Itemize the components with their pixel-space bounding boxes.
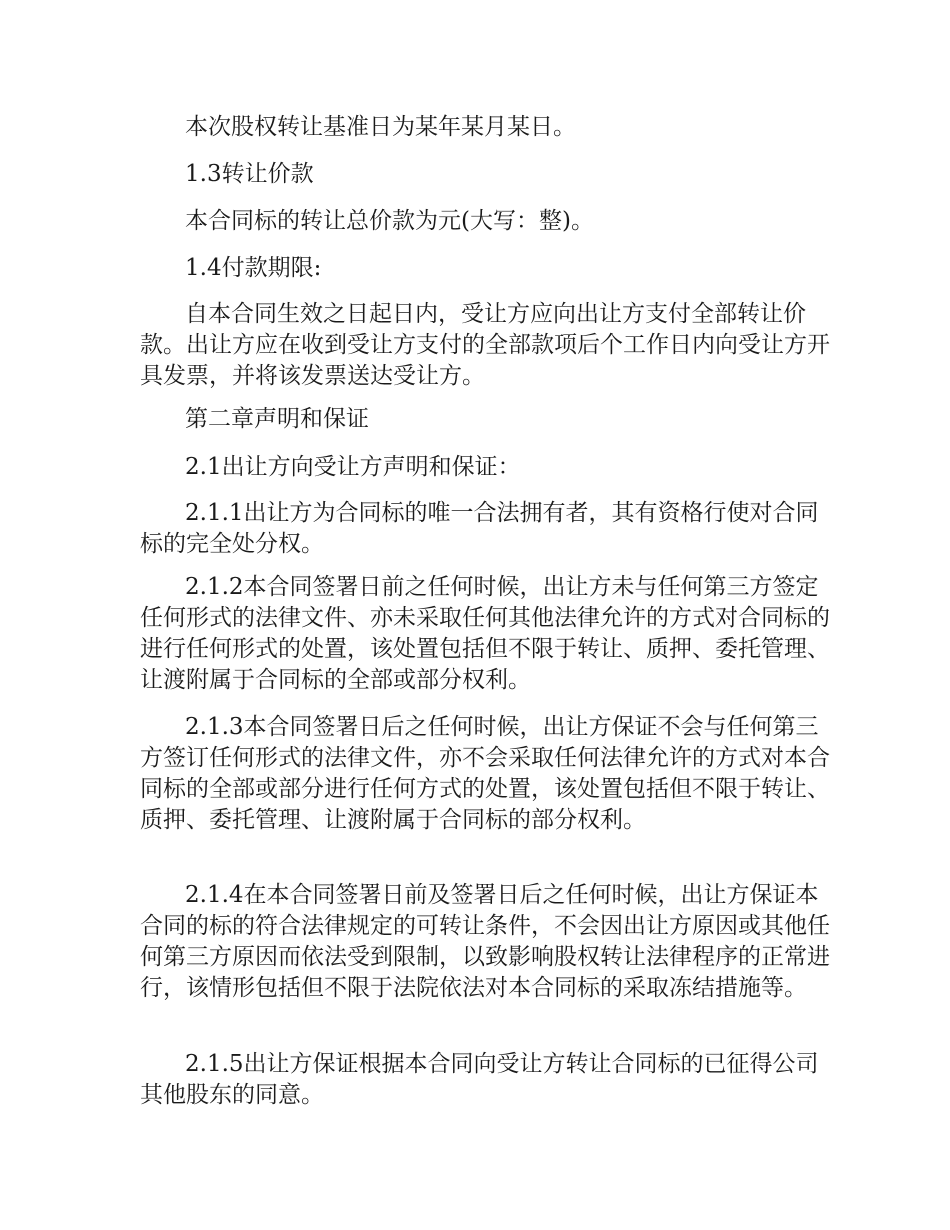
paragraph-total-price: 本合同标的转让总价款为元(大写：整)。 — [185, 208, 594, 234]
paragraph-clause-2-1-4: 2.1.4在本合同签署日前及签署日后之任何时候，出让方保证本合同的标的符合法律规定的可转让条件，不会因出让方原因或其他任何第三方原因而依法受到限制，以致影响股权转让法律程序的正常进行，该情形包括但不限于法院依法对本合同标的采取冻结措施等。 — [140, 882, 830, 1001]
paragraph-clause-2-1-5: 2.1.5出让方保证根据本合同向受让方转让合同标的已征得公司其他股东的同意。 — [140, 1051, 819, 1108]
heading-transfer-price: 1.3转让价款 — [185, 161, 314, 187]
paragraph-clause-2-1-2: 2.1.2本合同签署日前之任何时候，出让方未与任何第三方签定任何形式的法律文件、亦未采取任何其他法律允许的方式对合同标的进行任何形式的处置，该处置包括但不限于转让、质押、委托管理、让渡附属于合同标的全部或部分权利。 — [140, 574, 830, 693]
paragraph-clause-2-1-3: 2.1.3本合同签署日后之任何时候，出让方保证不会与任何第三方签订任何形式的法律文件，亦不会采取任何法律允许的方式对本合同标的全部或部分进行任何方式的处置，该处置包括但不限于转让、质押、委托管理、让渡附属于合同标的部分权利。 — [140, 714, 830, 833]
paragraph-clause-2-1-1: 2.1.1出让方为合同标的唯一合法拥有者，其有资格行使对合同标的完全处分权。 — [140, 500, 819, 557]
heading-payment-term: 1.4付款期限: — [185, 255, 322, 281]
heading-seller-declaration: 2.1出让方向受让方声明和保证： — [185, 454, 521, 480]
paragraph-payment-terms: 自本合同生效之日起日内，受让方应向出让方支付全部转让价款。出让方应在收到受让方支付的全部款项后个工作日内向受让方开具发票，并将该发票送达受让方。 — [140, 301, 830, 389]
paragraph-base-date: 本次股权转让基准日为某年某月某日。 — [185, 114, 576, 140]
heading-chapter-two: 第二章声明和保证 — [185, 406, 369, 432]
